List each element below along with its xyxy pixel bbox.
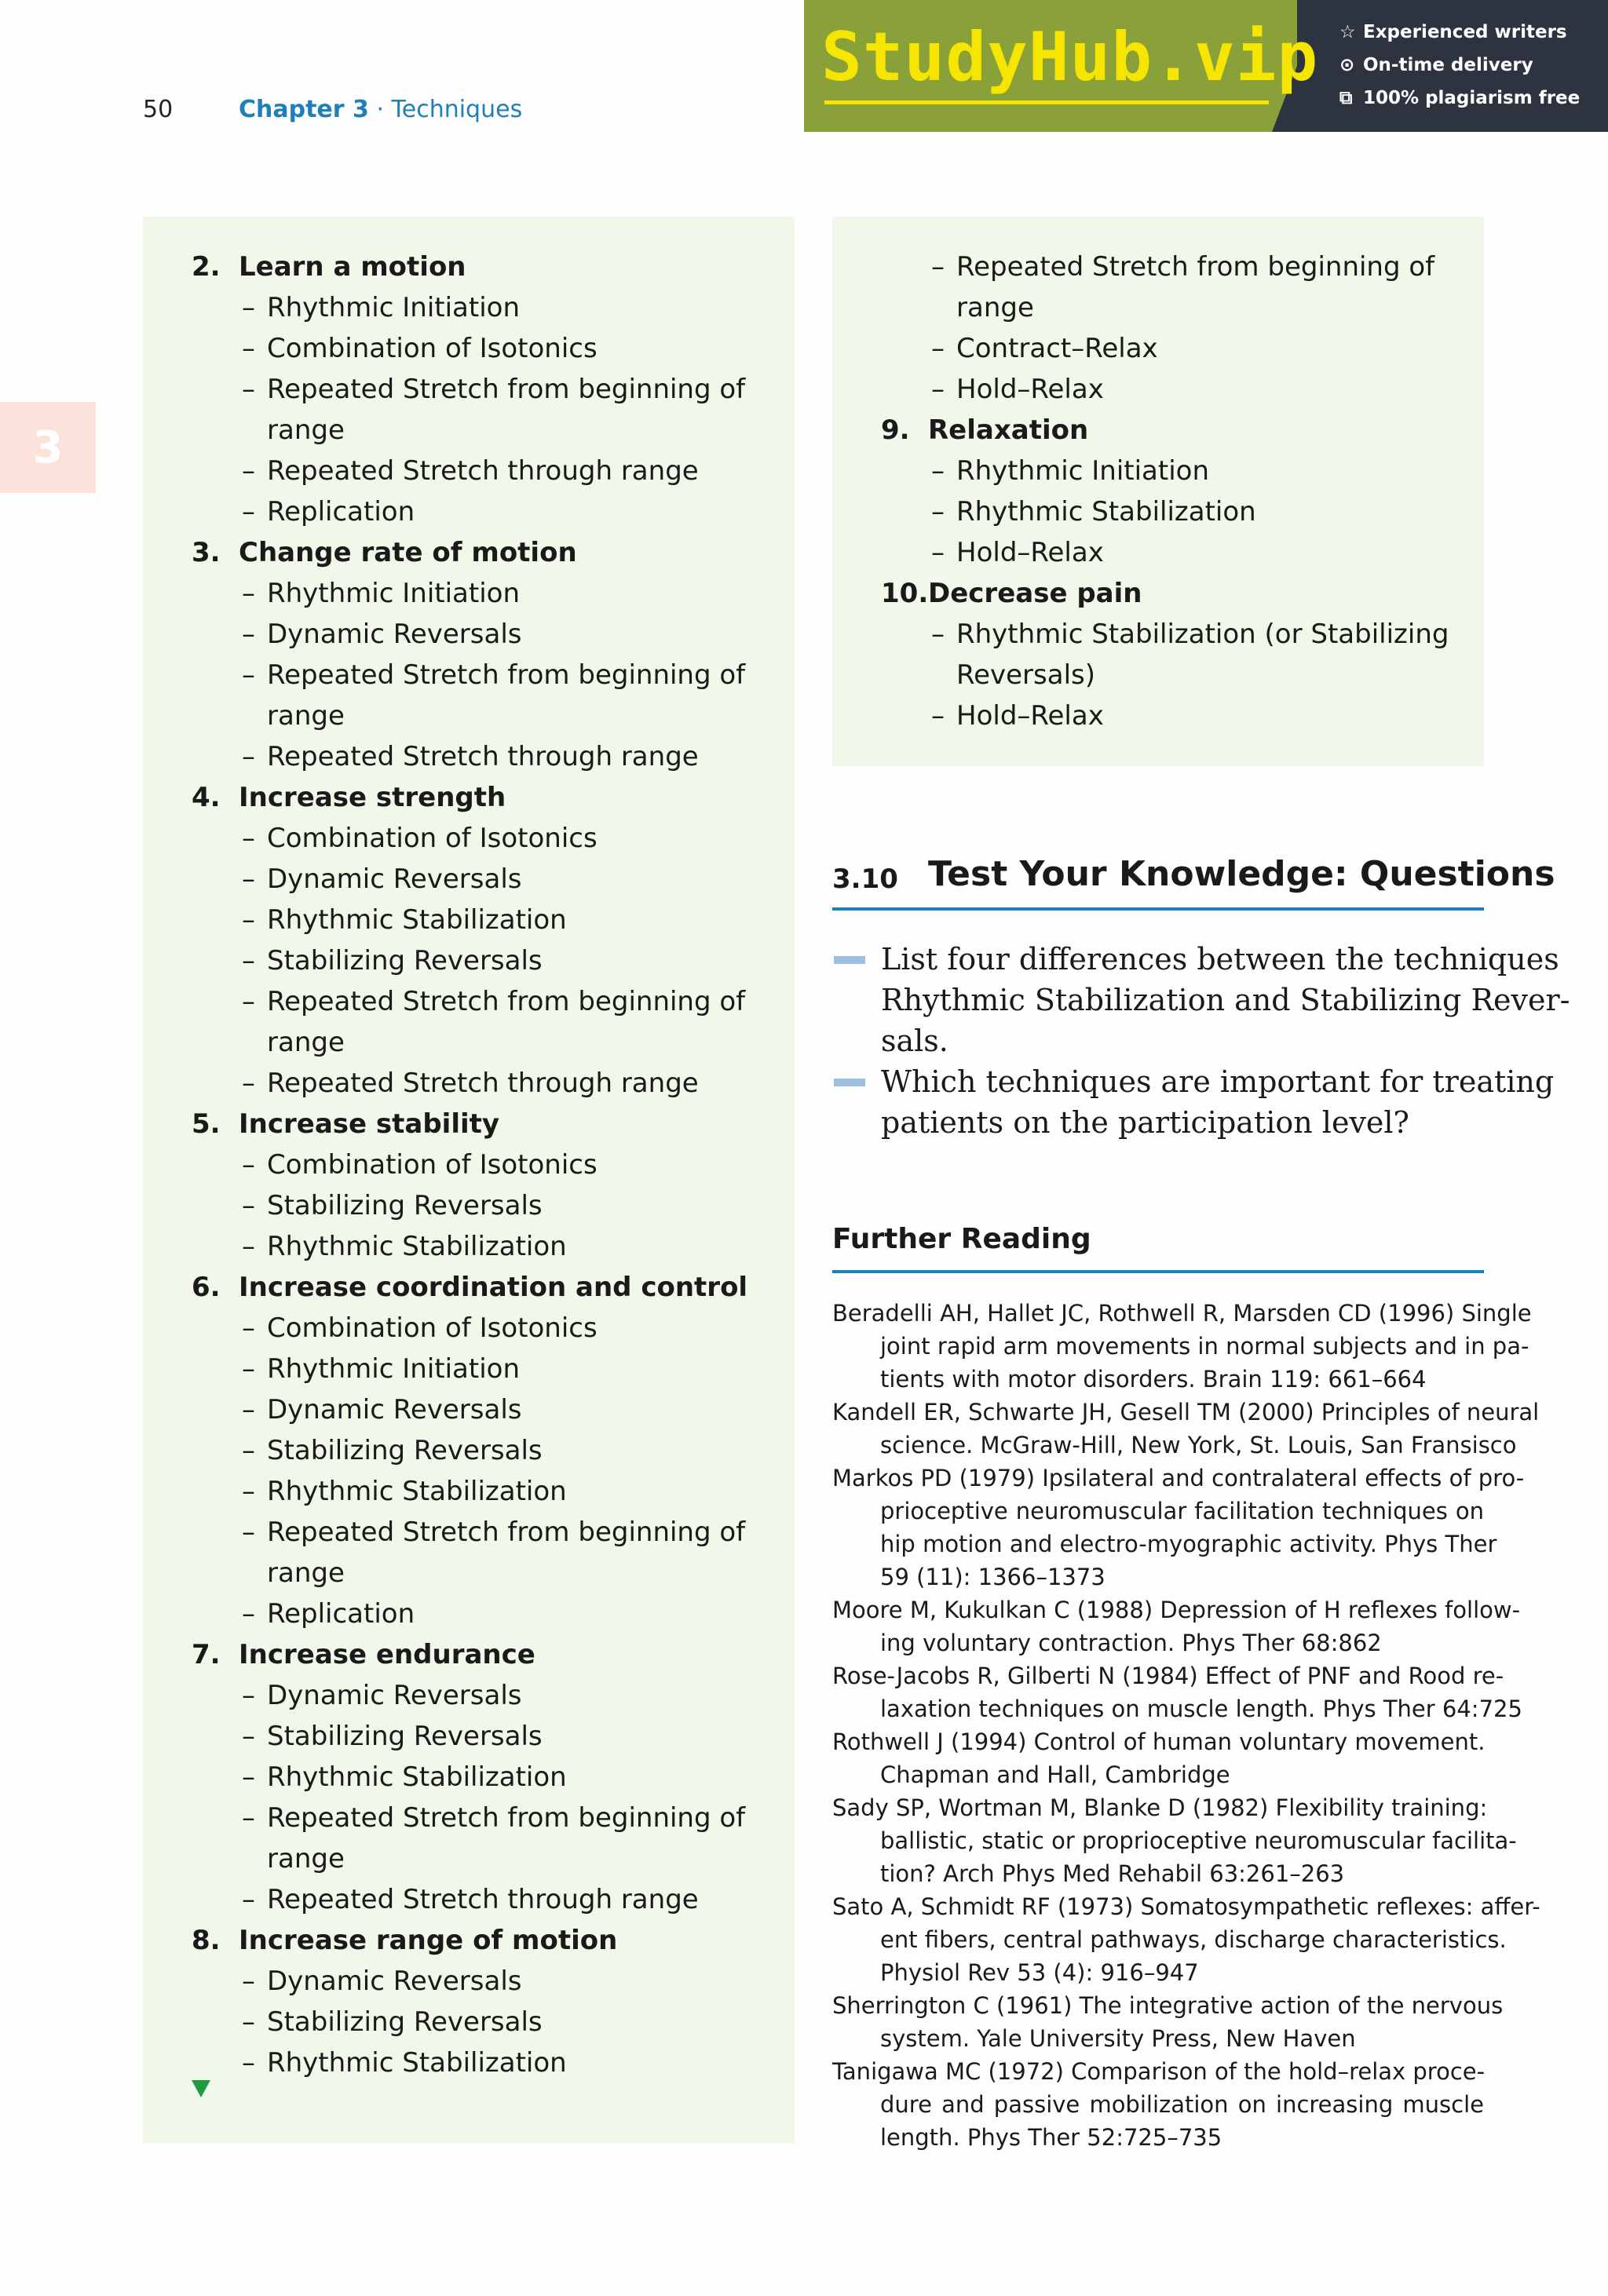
- dash-bullet: –: [242, 659, 255, 691]
- technique-item: [143, 614, 795, 655]
- dash-bullet: –: [931, 374, 945, 405]
- dash-bullet: –: [242, 1966, 255, 1997]
- reference-item-continued: system. Yale University Press, New Haven: [880, 2025, 1356, 2052]
- reference-item: Rothwell J (1994) Control of human voluntary movement.: [832, 1728, 1486, 1755]
- technique-item-continued: [143, 1838, 795, 1879]
- technique-item: [143, 1757, 795, 1798]
- reference-item-continued: tients with motor disorders. Brain 119: 661–664: [880, 1366, 1427, 1393]
- goal-number: 6.: [192, 1272, 221, 1303]
- technique-item: [143, 369, 795, 410]
- question-line: List four differences between the techniques: [881, 942, 1559, 976]
- technique-item: [143, 859, 795, 900]
- question-item: [832, 939, 1570, 1061]
- technique-label: Dynamic Reversals: [267, 619, 522, 650]
- technique-item-continued: [143, 410, 795, 451]
- reference-item-continued: Physiol Rev 53 (4): 916–947: [880, 1959, 1199, 1986]
- technique-item: [143, 1798, 795, 1838]
- technique-item-continued: [143, 1553, 795, 1593]
- reference-item-continued: joint rapid arm movements in normal subjects and in pa-: [880, 1333, 1529, 1360]
- technique-label: Stabilizing Reversals: [267, 945, 543, 976]
- reference-item: Moore M, Kukulkan C (1988) Depression of H reflexes follow-: [832, 1597, 1521, 1623]
- technique-item: [143, 1716, 795, 1757]
- dash-bullet: –: [931, 333, 945, 364]
- goal-title: Increase endurance: [239, 1639, 535, 1670]
- technique-item: [143, 1961, 795, 2002]
- dash-bullet: –: [242, 1068, 255, 1099]
- dash-bullet: –: [242, 2006, 255, 2038]
- dash-bullet: –: [242, 1680, 255, 1711]
- continue-arrow-icon: [192, 2080, 210, 2097]
- technique-item: [143, 1430, 795, 1471]
- running-head: [239, 96, 522, 123]
- dash-bullet: –: [242, 986, 255, 1017]
- chapter-tab-number: 3: [32, 422, 64, 473]
- technique-label: Rhythmic Initiation: [267, 578, 521, 609]
- technique-label: Dynamic Reversals: [267, 1966, 522, 1997]
- technique-item: [832, 246, 1484, 287]
- technique-item: [143, 2002, 795, 2042]
- technique-label: Rhythmic Stabilization: [267, 1761, 567, 1793]
- chapter-tab: [0, 402, 96, 493]
- dash-bullet: –: [242, 1598, 255, 1630]
- goal-number: 8.: [192, 1925, 221, 1956]
- goal-number: 7.: [192, 1639, 221, 1670]
- technique-label: Repeated Stretch from beginning of: [267, 659, 746, 691]
- technique-item: [143, 1512, 795, 1553]
- reference-item-continued: ing voluntary contraction. Phys Ther 68:862: [880, 1630, 1382, 1656]
- goal-heading: [143, 777, 795, 818]
- goal-title: Decrease pain: [928, 578, 1142, 609]
- goal-heading: [832, 573, 1484, 614]
- goal-title: Increase strength: [239, 782, 506, 813]
- technique-label: range: [267, 700, 345, 732]
- technique-label: Contract–Relax: [956, 333, 1158, 364]
- dash-bullet: –: [242, 945, 255, 976]
- logo-underline: [824, 100, 1269, 104]
- dash-bullet: –: [242, 619, 255, 650]
- technique-label: Stabilizing Reversals: [267, 2006, 543, 2038]
- dash-bullet: –: [242, 1517, 255, 1548]
- dash-bullet: –: [242, 1394, 255, 1425]
- goal-title: Increase range of motion: [239, 1925, 618, 1956]
- technique-item: [143, 1675, 795, 1716]
- technique-item: [143, 1879, 795, 1920]
- goal-number: 3.: [192, 537, 221, 568]
- page-number: 50: [143, 96, 174, 123]
- technique-label: Repeated Stretch from beginning of: [956, 251, 1435, 283]
- further-reading-title: Further Reading: [832, 1223, 1091, 1255]
- technique-label: Combination of Isotonics: [267, 1312, 598, 1344]
- reference-item: Rose-Jacobs R, Gilberti N (1984) Effect of PNF and Rood re-: [832, 1663, 1504, 1689]
- goal-heading: [143, 246, 795, 287]
- technique-label: Reversals): [956, 659, 1096, 691]
- dash-bullet: –: [242, 741, 255, 772]
- question-bullet: [834, 1079, 865, 1086]
- reference-item-continued: prioceptive neuromuscular facilitation techniques on: [880, 1498, 1484, 1524]
- dash-bullet: –: [242, 1884, 255, 1915]
- technique-item-continued: [832, 287, 1484, 328]
- technique-label: Rhythmic Stabilization: [267, 904, 567, 936]
- feature-on-time-delivery: [1339, 55, 1533, 75]
- technique-item: [143, 1389, 795, 1430]
- goal-number: 5.: [192, 1108, 221, 1140]
- technique-label: Rhythmic Stabilization: [267, 1476, 567, 1507]
- technique-item: [143, 1308, 795, 1349]
- star-icon: ☆: [1339, 22, 1356, 42]
- technique-label: Rhythmic Initiation: [267, 292, 521, 323]
- goal-number: 10.: [881, 578, 929, 609]
- studyhub-logo[interactable]: StudyHub.vip: [821, 18, 1319, 97]
- question-bullet: [834, 956, 865, 964]
- technique-item: [143, 1144, 795, 1185]
- reference-item-continued: Chapman and Hall, Cambridge: [880, 1761, 1230, 1788]
- question-item: [832, 1061, 1555, 1143]
- question-line: sals.: [881, 1024, 948, 1058]
- dash-bullet: –: [242, 496, 255, 527]
- dash-bullet: –: [242, 1353, 255, 1385]
- clock-icon: ⊙: [1339, 55, 1355, 75]
- reference-item: Kandell ER, Schwarte JH, Gesell TM (2000) Principles of neural: [832, 1399, 1540, 1425]
- technique-item: [143, 1471, 795, 1512]
- reference-item: Sherrington C (1961) The integrative action of the nervous: [832, 1992, 1504, 2019]
- technique-label: Repeated Stretch from beginning of: [267, 1517, 746, 1548]
- technique-item: [143, 328, 795, 369]
- dash-bullet: –: [242, 578, 255, 609]
- dash-bullet: –: [242, 1721, 255, 1752]
- reference-item: Tanigawa MC (1972) Comparison of the hold–relax proce-: [832, 2058, 1486, 2085]
- feature-text: On-time delivery: [1363, 55, 1533, 75]
- dash-bullet: –: [242, 1231, 255, 1262]
- technique-item: [143, 818, 795, 859]
- technique-item: [832, 695, 1484, 736]
- technique-label: range: [956, 292, 1034, 323]
- technique-item: [143, 1349, 795, 1389]
- goals-box-right: [832, 217, 1484, 766]
- dash-bullet: –: [242, 2047, 255, 2079]
- copy-icon: ⧉: [1339, 88, 1353, 108]
- technique-item: [832, 451, 1484, 491]
- technique-label: Hold–Relax: [956, 374, 1104, 405]
- goal-title: Learn a motion: [239, 251, 466, 283]
- technique-label: Rhythmic Stabilization: [956, 496, 1256, 527]
- question-line: Rhythmic Stabilization and Stabilizing Rever-: [881, 983, 1570, 1017]
- reference-item: Markos PD (1979) Ipsilateral and contralateral effects of pro-: [832, 1465, 1525, 1491]
- dash-bullet: –: [931, 455, 945, 487]
- technique-label: range: [267, 1557, 345, 1589]
- dash-bullet: –: [242, 863, 255, 895]
- technique-label: Rhythmic Initiation: [267, 1353, 521, 1385]
- dash-bullet: –: [931, 251, 945, 283]
- goal-heading: [143, 1104, 795, 1144]
- dash-bullet: –: [931, 700, 945, 732]
- technique-label: Stabilizing Reversals: [267, 1190, 543, 1221]
- goal-number: 4.: [192, 782, 221, 813]
- reference-item-continued: tion? Arch Phys Med Rehabil 63:261–263: [880, 1860, 1345, 1887]
- goal-heading: [143, 1267, 795, 1308]
- technique-label: Repeated Stretch from beginning of: [267, 986, 746, 1017]
- further-reading-rule: [832, 1270, 1484, 1273]
- dash-bullet: –: [931, 619, 945, 650]
- reference-item-continued: laxation techniques on muscle length. Phys Ther 64:725: [880, 1696, 1522, 1722]
- technique-item: [832, 614, 1484, 655]
- feature-text: Experienced writers: [1363, 22, 1567, 42]
- reference-item-continued: dure and passive mobilization on increasing muscle: [880, 2091, 1484, 2118]
- technique-item: [143, 981, 795, 1022]
- question-line: Which techniques are important for treating: [881, 1064, 1555, 1099]
- dash-bullet: –: [242, 455, 255, 487]
- dash-bullet: –: [242, 1149, 255, 1181]
- technique-label: Dynamic Reversals: [267, 1680, 522, 1711]
- section-number: 3.10: [832, 863, 898, 895]
- technique-item: [832, 491, 1484, 532]
- goal-title: Relaxation: [928, 414, 1089, 446]
- section-heading: [832, 852, 1555, 907]
- goal-heading: [143, 532, 795, 573]
- dash-bullet: –: [242, 904, 255, 936]
- technique-item-continued: [832, 655, 1484, 695]
- technique-label: Rhythmic Initiation: [956, 455, 1210, 487]
- dash-bullet: –: [242, 1802, 255, 1834]
- technique-label: range: [267, 1843, 345, 1874]
- technique-label: Combination of Isotonics: [267, 333, 598, 364]
- technique-label: Combination of Isotonics: [267, 823, 598, 854]
- technique-label: Repeated Stretch through range: [267, 455, 699, 487]
- section-title: Test Your Knowledge: Questions: [928, 854, 1555, 894]
- feature-plagiarism-free: [1339, 88, 1580, 108]
- dash-bullet: –: [242, 823, 255, 854]
- goal-title: Increase coordination and control: [239, 1272, 748, 1303]
- technique-item-continued: [143, 695, 795, 736]
- dash-bullet: –: [931, 496, 945, 527]
- technique-item: [143, 287, 795, 328]
- section-label: Techniques: [391, 96, 523, 123]
- technique-label: Repeated Stretch through range: [267, 1884, 699, 1915]
- technique-item: [143, 1063, 795, 1104]
- reference-item: Sato A, Schmidt RF (1973) Somatosympathetic reflexes: affer-: [832, 1893, 1540, 1920]
- reference-item-continued: ballistic, static or proprioceptive neuromuscular facilita-: [880, 1827, 1517, 1854]
- technique-item: [143, 1185, 795, 1226]
- technique-item: [143, 491, 795, 532]
- goal-heading: [143, 1920, 795, 1961]
- dash-bullet: –: [242, 1190, 255, 1221]
- feature-text: 100% plagiarism free: [1363, 88, 1581, 108]
- dash-bullet: –: [242, 374, 255, 405]
- goals-list-continued: [832, 246, 1484, 736]
- studyhub-banner[interactable]: [804, 0, 1608, 132]
- technique-item: [832, 369, 1484, 410]
- chapter-label: Chapter 3: [239, 96, 369, 123]
- technique-label: range: [267, 414, 345, 446]
- reference-item: Beradelli AH, Hallet JC, Rothwell R, Marsden CD (1996) Single: [832, 1300, 1532, 1327]
- technique-label: Repeated Stretch through range: [267, 1068, 699, 1099]
- technique-label: Replication: [267, 1598, 415, 1630]
- technique-label: Repeated Stretch from beginning of: [267, 374, 746, 405]
- goal-heading: [143, 1634, 795, 1675]
- goal-number: 2.: [192, 251, 221, 283]
- technique-item: [143, 940, 795, 981]
- technique-label: Rhythmic Stabilization: [267, 2047, 567, 2079]
- dash-bullet: –: [242, 1312, 255, 1344]
- technique-label: Repeated Stretch from beginning of: [267, 1802, 746, 1834]
- reference-item: Sady SP, Wortman M, Blanke D (1982) Flexibility training:: [832, 1794, 1488, 1821]
- technique-item: [143, 451, 795, 491]
- technique-label: range: [267, 1027, 345, 1058]
- technique-label: Dynamic Reversals: [267, 863, 522, 895]
- goals-box-left: [143, 217, 795, 2144]
- dash-bullet: –: [242, 292, 255, 323]
- dash-bullet: –: [242, 1435, 255, 1466]
- reference-item-continued: science. McGraw-Hill, New York, St. Louis, San Fransisco: [880, 1432, 1517, 1458]
- dash-bullet: –: [931, 537, 945, 568]
- technique-label: Rhythmic Stabilization (or Stabilizing: [956, 619, 1449, 650]
- goal-title: Change rate of motion: [239, 537, 577, 568]
- technique-item: [832, 532, 1484, 573]
- technique-item: [143, 736, 795, 777]
- goal-title: Increase stability: [239, 1108, 500, 1140]
- reference-item-continued: ent fibers, central pathways, discharge characteristics.: [880, 1926, 1507, 1953]
- reference-item-continued: hip motion and electro-myographic activity. Phys Ther: [880, 1531, 1497, 1557]
- technique-item: [832, 328, 1484, 369]
- technique-item: [143, 573, 795, 614]
- dash-bullet: –: [242, 1476, 255, 1507]
- feature-experienced-writers: [1339, 22, 1567, 42]
- reference-item-continued: 59 (11): 1366–1373: [880, 1564, 1106, 1590]
- technique-item: [143, 2042, 795, 2083]
- goal-heading: [832, 410, 1484, 451]
- technique-label: Stabilizing Reversals: [267, 1435, 543, 1466]
- technique-label: Repeated Stretch through range: [267, 741, 699, 772]
- goal-number: 9.: [881, 414, 910, 446]
- technique-item: [143, 1593, 795, 1634]
- technique-item: [143, 1226, 795, 1267]
- question-line: patients on the participation level?: [881, 1105, 1409, 1140]
- technique-label: Stabilizing Reversals: [267, 1721, 543, 1752]
- technique-label: Rhythmic Stabilization: [267, 1231, 567, 1262]
- technique-item: [143, 900, 795, 940]
- technique-label: Combination of Isotonics: [267, 1149, 598, 1181]
- technique-item: [143, 655, 795, 695]
- reference-item-continued: length. Phys Ther 52:725–735: [880, 2124, 1222, 2151]
- technique-item-continued: [143, 1022, 795, 1063]
- technique-label: Dynamic Reversals: [267, 1394, 522, 1425]
- running-head-separator: ·: [368, 96, 392, 123]
- technique-label: Hold–Relax: [956, 700, 1104, 732]
- dash-bullet: –: [242, 333, 255, 364]
- technique-label: Replication: [267, 496, 415, 527]
- goals-list: [143, 246, 795, 2083]
- technique-label: Hold–Relax: [956, 537, 1104, 568]
- section-rule: [832, 907, 1484, 911]
- dash-bullet: –: [242, 1761, 255, 1793]
